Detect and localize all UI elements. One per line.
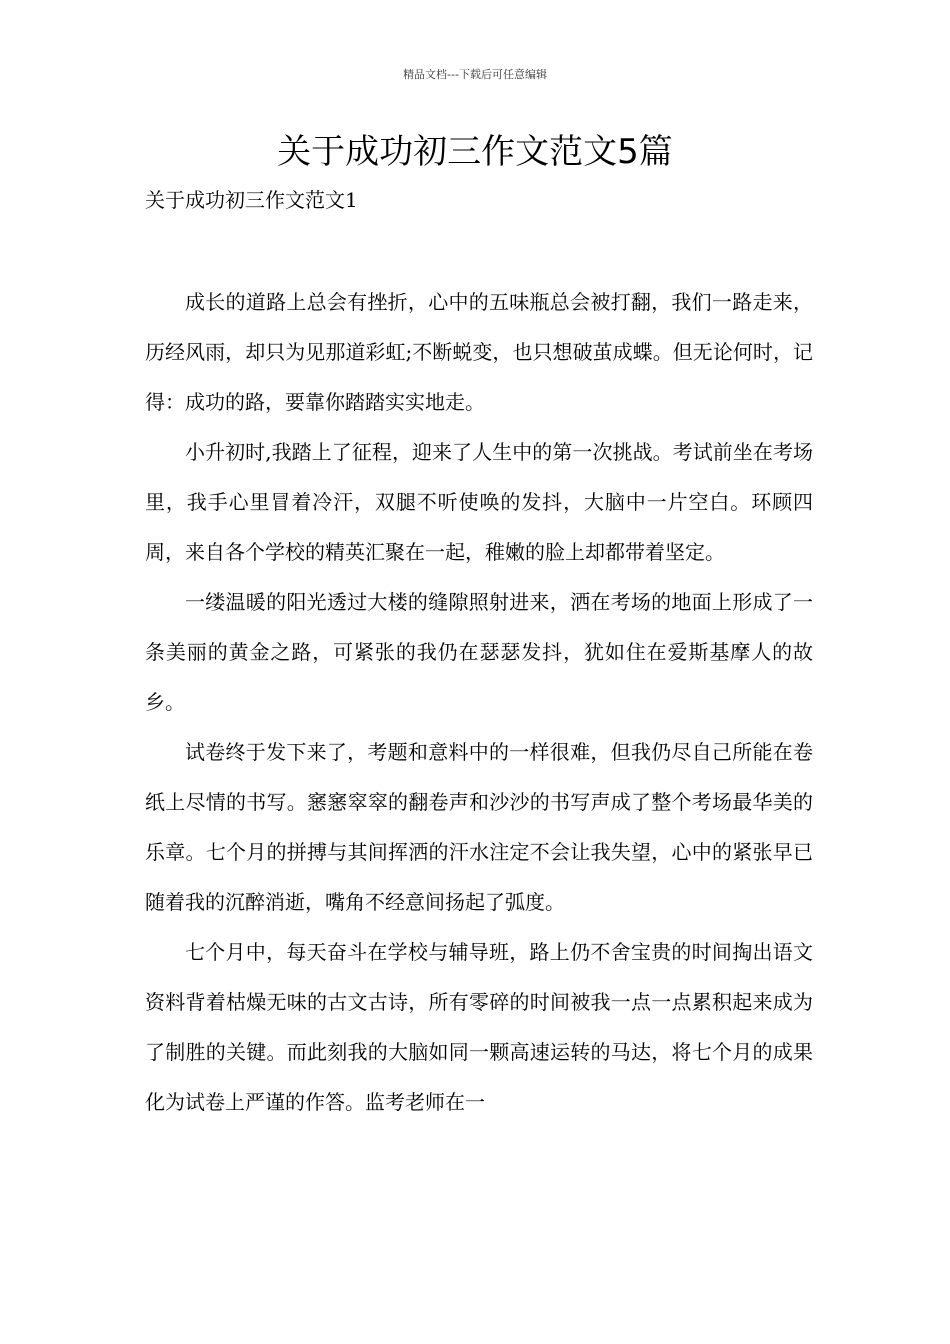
paragraph: 小升初时,我踏上了征程，迎来了人生中的第一次挑战。考试前坐在考场里，我手心里冒着冷汗，双腿不听使唤的发抖，大脑中一片空白。环顾四周，来自各个学校的精英汇聚在一起，稚嫩的脸上却都带着坚定。 [145,440,813,564]
paragraph: 试卷终于发下来了，考题和意料中的一样很难，但我仍尽自己所能在卷纸上尽情的书写。窸窸窣窣的翻卷声和沙沙的书写声成了整个考场最华美的乐章。七个月的拼搏与其间挥洒的汗水注定不会让我失望，心中的紧张早已随着我的沉醉消逝，嘴角不经意间扬起了弧度。 [145,740,813,914]
paragraph: 成长的道路上总会有挫折，心中的五味瓶总会被打翻，我们一路走来，历经风雨，却只为见那道彩虹;不断蜕变，也只想破茧成蝶。但无论何时，记得：成功的路，要靠你踏踏实实地走。 [145,290,813,414]
paragraph: 一缕温暖的阳光透过大楼的缝隙照射进来，洒在考场的地面上形成了一条美丽的黄金之路，可紧张的我仍在瑟瑟发抖，犹如住在爱斯基摩人的故乡。 [145,590,813,714]
document-title: 关于成功初三作文范文5篇 [277,132,673,172]
paragraph: 七个月中，每天奋斗在学校与辅导班，路上仍不舍宝贵的时间掏出语文资料背着枯燥无味的古文古诗，所有零碎的时间被我一点一点累积起来成为了制胜的关键。而此刻我的大脑如同一颗高速运转的马达，将七个月的成果化为试卷上严谨的作答。监考老师在一 [145,940,813,1114]
document-subtitle: 关于成功初三作文范文1 [145,188,358,212]
header-watermark: 精品文档---下载后可任意编辑 [403,68,547,81]
document-body [145,277,813,1127]
